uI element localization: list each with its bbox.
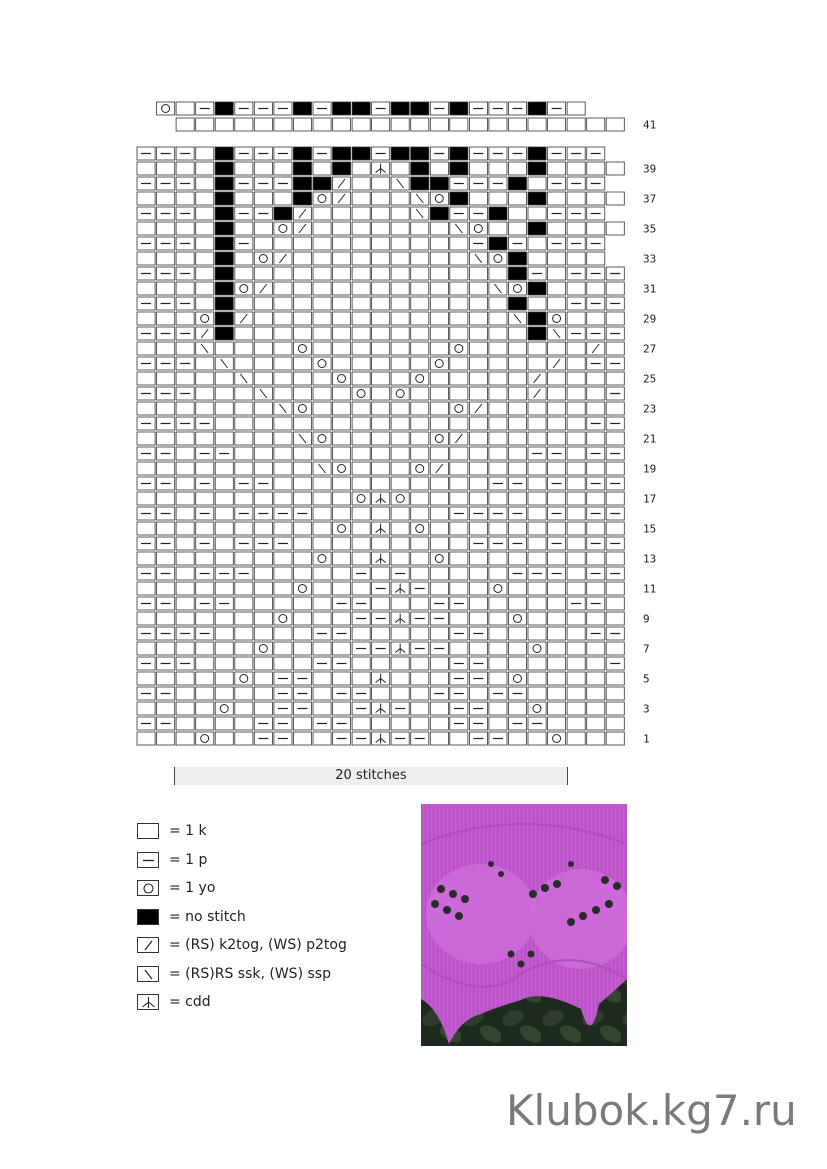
k2tog-icon — [137, 937, 159, 953]
legend-text: = 1 p — [169, 851, 208, 868]
row-number: 29 — [643, 312, 657, 326]
repeat-width-bar — [174, 767, 568, 785]
row-number: 9 — [643, 612, 650, 626]
row-number: 13 — [643, 552, 657, 566]
ssk-icon — [137, 966, 159, 982]
chart-row — [137, 687, 624, 700]
chart-row — [137, 522, 624, 535]
knit-icon — [137, 823, 159, 839]
chart-row — [137, 222, 624, 235]
legend-text: = (RS)RS ssk, (WS) ssp — [169, 965, 331, 982]
chart-row — [137, 327, 624, 340]
legend-text: = cdd — [169, 994, 211, 1010]
chart-row — [137, 207, 605, 220]
purl-icon — [137, 852, 159, 868]
yarn-over-icon — [137, 880, 159, 896]
row-number: 3 — [643, 702, 650, 716]
row-number: 31 — [643, 282, 657, 296]
repeat-label: 20 stitches — [335, 768, 407, 783]
chart-row — [137, 567, 624, 580]
row-number: 27 — [643, 342, 657, 356]
row-number: 35 — [643, 222, 657, 236]
chart-row — [137, 267, 624, 280]
row-number: 5 — [643, 672, 650, 686]
legend-text: = 1 k — [169, 823, 207, 839]
watermark: Klubok.kg7.ru — [506, 1086, 797, 1135]
chart-row — [137, 447, 624, 460]
row-number: 33 — [643, 252, 657, 266]
chart-row — [137, 627, 624, 640]
chart-row — [137, 492, 624, 505]
chart-row — [137, 732, 624, 745]
chart-row — [137, 282, 624, 295]
chart-row — [137, 252, 605, 265]
chart-row — [137, 552, 624, 565]
chart-row — [157, 102, 586, 115]
row-number: 1 — [643, 732, 650, 746]
chart-row — [137, 702, 624, 715]
shawl-photo — [421, 804, 627, 1046]
no-stitch-icon — [137, 909, 159, 925]
row-number: 39 — [643, 162, 657, 176]
chart-row — [137, 192, 624, 205]
chart-row — [137, 237, 605, 250]
chart-row — [137, 507, 624, 520]
legend-text: = (RS) k2tog, (WS) p2tog — [169, 937, 347, 953]
chart-row — [137, 612, 624, 625]
chart-row — [137, 462, 624, 475]
chart-row — [137, 657, 624, 670]
row-number: 7 — [643, 642, 650, 656]
row-number: 41 — [643, 118, 657, 132]
chart-row — [137, 642, 624, 655]
chart-row — [137, 417, 624, 430]
row-number: 17 — [643, 492, 657, 506]
chart-row — [137, 432, 624, 445]
chart-row — [137, 717, 624, 730]
row-number: 11 — [643, 582, 657, 596]
row-number: 23 — [643, 402, 657, 416]
chart-row — [137, 402, 624, 415]
chart-row — [137, 312, 624, 325]
chart-row — [137, 357, 624, 370]
chart-row — [137, 537, 624, 550]
chart-row — [137, 162, 624, 175]
legend-text: = no stitch — [169, 908, 246, 925]
chart-row — [137, 342, 624, 355]
row-number: 37 — [643, 192, 657, 206]
chart-row — [137, 387, 624, 400]
row-number: 21 — [643, 432, 657, 446]
chart-row — [137, 597, 624, 610]
chart-row — [137, 477, 624, 490]
cdd-icon — [137, 994, 159, 1010]
chart-row — [137, 582, 624, 595]
row-number: 19 — [643, 462, 657, 476]
chart-row — [137, 372, 624, 385]
row-number: 15 — [643, 522, 657, 536]
chart-row — [137, 177, 605, 190]
row-number: 25 — [643, 372, 657, 386]
chart-row — [137, 297, 624, 310]
chart-row — [137, 147, 605, 160]
chart-row — [176, 118, 624, 131]
legend-text: = 1 yo — [169, 880, 216, 896]
chart-row — [137, 672, 624, 685]
